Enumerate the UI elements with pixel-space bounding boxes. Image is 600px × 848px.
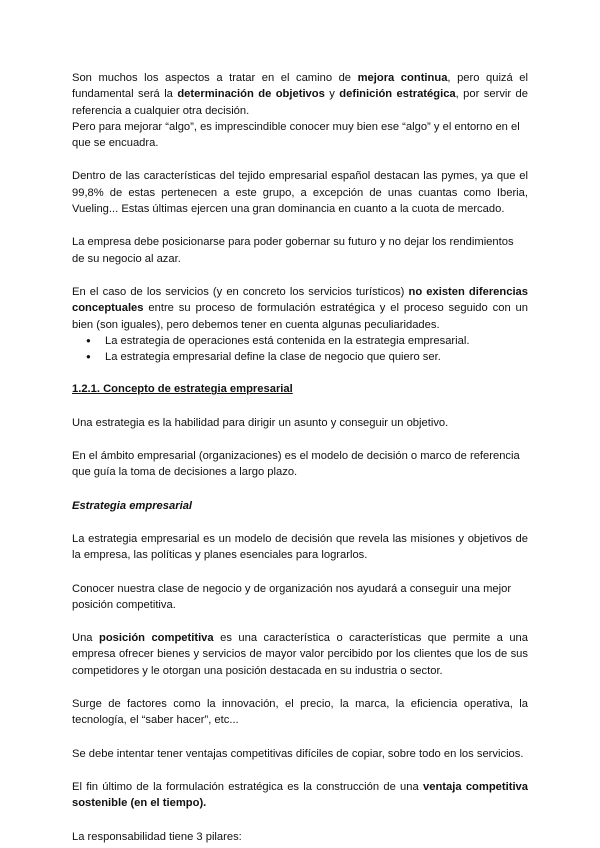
bullet-list [72,333,528,366]
paragraph-pymes: Dentro de las características del tejido empresarial español destacan las pymes, ya que el 99,8% de estas pertenecen a este grupo, a excepción de unas cuantas como Iberia, Vueling... Estas últimas ejercen una gran dominancia en cuanto a la cuota de mercado. [72,170,528,216]
paragraph-factores: Surge de factores como la innovación, el precio, la marca, la eficiencia operativa, la tecnología, el “saber hacer”, etc... [72,698,528,727]
paragraph-posicion-competitiva: Una posición competitiva es una característica o características que permite a una empresa ofrecer bienes y servicios de mayor valor percibido por los clientes que los de sus competidores y le otorgan una posición destacada en su industria o sector. [72,632,529,677]
bold-posicion-competitiva: posición competitiva [99,632,214,645]
bold-ventaja-competitiva: ventaja competitiva sostenible (en el tiempo). [72,780,528,810]
subheading: Estrategia empresarial [72,499,193,512]
section-heading: 1.2.1. Concepto de estrategia empresarial [72,383,293,396]
paragraph-servicios: En el caso de los servicios (y en concreto los servicios turísticos) no existen diferencias conceptuales entre su proceso de formulación estratégica y el proceso seguido con un bien (son iguales), pero debemos tener en cuenta algunas peculiaridades. [72,285,529,331]
paragraph-fin-ultimo: El fin último de la formulación estratégica es la construcción de una ventaja competitiva sostenible (en el tiempo). [72,780,528,810]
paragraph-mejorar-algo: Pero para mejorar “algo”, es imprescindible conocer muy bien ese “algo” y el entorno en el que se encuadra. [72,120,520,150]
paragraph-definicion-estrategia: Una estrategia es la habilidad para dirigir un asunto y conseguir un objetivo. [72,416,449,429]
list-item: ● La estrategia empresarial define la clase de negocio que quiero ser. [72,349,528,365]
paragraph-modelo-decision: La estrategia empresarial es un modelo de decisión que revela las misiones y objetivos de la empresa, las políticas y planes esenciales para lograrlos. [72,532,528,562]
bold-definicion-estrategica: definición estratégica [339,88,456,101]
list-item: ● La estrategia de operaciones está contenida en la estrategia empresarial. [72,333,528,349]
paragraph-posicionarse: La empresa debe posicionarse para poder gobernar su futuro y no dejar los rendimientos de su negocio al azar. [72,236,514,265]
bold-mejora-continua: mejora continua [357,72,448,84]
paragraph-ambito-empresarial: En el ámbito empresarial (organizaciones) es el modelo de decisión o marco de referencia que guía la toma de decisiones a largo plazo. [72,450,520,479]
paragraph-ventajas-dificiles: Se debe intentar tener ventajas competitivas difíciles de copiar, sobre todo en los servicios. [72,747,524,760]
bold-no-existen-diferencias: no existen diferencias conceptuales [72,285,529,315]
document-page [72,70,528,845]
paragraph-clase-negocio: Conocer nuestra clase de negocio y de organización nos ayudará a conseguir una mejor posición competitiva. [72,582,512,611]
paragraph-pilares: La responsabilidad tiene 3 pilares: [72,830,242,843]
bold-determinacion-objetivos: determinación de objetivos [177,88,325,101]
paragraph-mejora-continua: Son muchos los aspectos a tratar en el camino de mejora continua, pero quizá el fundamental será la determinación de objetivos y definición estratégica, por servir de referencia a cualquier otra decisión. [72,72,528,117]
